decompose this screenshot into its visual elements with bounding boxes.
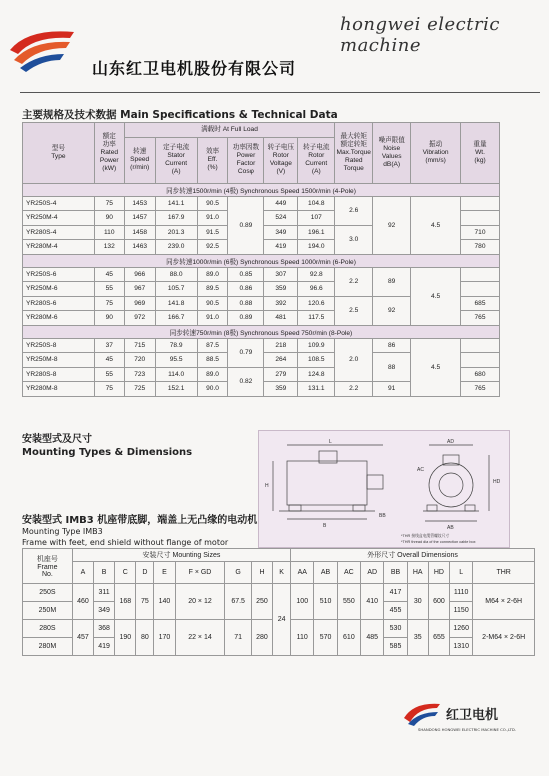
col-d: D [136, 562, 154, 584]
table-cell: 1453 [124, 196, 155, 211]
imb3-title-en2: Frame with feet, end shield without flange of motor [22, 538, 229, 547]
table-cell: 530 [384, 620, 407, 638]
table-cell: 91 [373, 382, 411, 397]
table-cell: 2.0 [335, 338, 373, 382]
table-cell: 141.8 [155, 296, 197, 311]
table-cell: 0.86 [228, 282, 264, 297]
table-cell: 966 [124, 267, 155, 282]
table-cell: 同步转速1500r/min (4极) Synchronous Speed 1500r/min (4-Pole) [23, 183, 500, 196]
footer-brand-en: SHANDONG HONGWEI ELECTRIC MACHINE CO.,LTD. [418, 727, 517, 732]
table-cell: 765 [461, 382, 500, 397]
table-cell: 152.1 [155, 382, 197, 397]
table-cell: 715 [124, 338, 155, 353]
table-cell: 239.0 [155, 240, 197, 255]
mounting-title-cn: 安装型式及尺寸 [22, 434, 92, 445]
dimensions-table [22, 548, 535, 656]
table-cell: 104.8 [298, 196, 335, 211]
table-cell: 88.5 [197, 353, 228, 368]
table-cell: 967 [124, 282, 155, 297]
table-cell: 86 [373, 338, 411, 353]
table-cell: 88 [373, 353, 411, 382]
th-max-torque: 最大转矩 额定转矩 Max.Torque Rated Torque [335, 123, 373, 184]
table-cell: 117.5 [298, 311, 335, 326]
table-cell: 0.79 [228, 338, 264, 367]
motor-dimension-drawing [258, 430, 510, 548]
table-cell: 90.5 [197, 296, 228, 311]
svg-text:HD: HD [493, 479, 501, 485]
table-cell: 1310 [450, 638, 473, 656]
footer-brand: 红卫电机 [446, 708, 499, 723]
table-cell: 89.5 [197, 282, 228, 297]
table-cell: 100 [291, 584, 314, 620]
table-cell: 196.1 [298, 225, 335, 240]
table-cell: YR250S-4 [23, 196, 95, 211]
col-h: H [251, 562, 272, 584]
table-cell: 417 [384, 584, 407, 602]
th-current: 定子电流 Stator Current (A) [155, 137, 197, 183]
table-cell: YR280S-8 [23, 367, 95, 382]
table-cell: 250M [23, 602, 73, 620]
table-cell: 109.9 [298, 338, 335, 353]
table-cell: 280M [23, 638, 73, 656]
table-cell: 279 [264, 367, 298, 382]
table-cell: 37 [94, 338, 124, 353]
table-cell: 90.5 [197, 196, 228, 211]
thr-note-cn: *THR 接线盒电缆管螺纹尺寸 [401, 534, 450, 538]
table-cell: YR250S-8 [23, 338, 95, 353]
col-hd: HD [428, 562, 449, 584]
table-cell [461, 282, 500, 297]
table-cell: 91.0 [197, 311, 228, 326]
table-cell: 2.5 [335, 296, 373, 325]
col-e: E [154, 562, 175, 584]
footer-logo [400, 698, 530, 728]
col-ac: AC [337, 562, 360, 584]
table-cell: 同步转速1000r/min (6极) Synchronous Speed 1000r/min (6-Pole) [23, 254, 500, 267]
table-cell: YR280M-8 [23, 382, 95, 397]
table-cell: 105.7 [155, 282, 197, 297]
table-cell: 92.5 [197, 240, 228, 255]
mounting-title [22, 433, 192, 459]
table-cell: 359 [264, 282, 298, 297]
group-6pole [23, 254, 500, 267]
table-cell: 359 [264, 382, 298, 397]
table-cell: 190 [115, 620, 136, 656]
table-cell: 91.0 [197, 211, 228, 226]
table-cell: 107 [298, 211, 335, 226]
table-cell: 218 [264, 338, 298, 353]
table-cell: 75 [94, 196, 124, 211]
table-cell: 24 [273, 584, 291, 656]
th-vibration: 振动 Vibration (mm/s) [411, 123, 461, 184]
table-cell: 0.85 [228, 267, 264, 282]
table-cell: 3.0 [335, 225, 373, 254]
col-a: A [72, 562, 93, 584]
table-cell: 1463 [124, 240, 155, 255]
spec-table [22, 122, 500, 397]
table-cell: 457 [72, 620, 93, 656]
spec-title: 主要规格及技术数据 Main Specifications & Technical Data [22, 109, 338, 121]
table-cell: YR250S-6 [23, 267, 95, 282]
table-cell: 765 [461, 311, 500, 326]
group-4pole [23, 183, 500, 196]
table-cell: 524 [264, 211, 298, 226]
svg-text:AB: AB [447, 525, 454, 531]
table-cell: 92 [373, 296, 411, 325]
table-cell: 168 [115, 584, 136, 620]
table-cell: 88.0 [155, 267, 197, 282]
table-cell: 780 [461, 240, 500, 255]
table-cell: 368 [94, 620, 115, 638]
table-cell: 1458 [124, 225, 155, 240]
table-cell: 311 [94, 584, 115, 602]
col-b: B [94, 562, 115, 584]
table-cell: 35 [407, 620, 428, 656]
table-cell: 140 [154, 584, 175, 620]
table-cell: 114.0 [155, 367, 197, 382]
svg-text:AC: AC [417, 467, 424, 473]
col-bb: BB [384, 562, 407, 584]
table-cell: 2.6 [335, 196, 373, 225]
table-cell: 680 [461, 367, 500, 382]
svg-text:L: L [329, 439, 332, 445]
col-c: C [115, 562, 136, 584]
col-thr: THR [473, 562, 535, 584]
table-cell: 194.0 [298, 240, 335, 255]
table-cell: 280S [23, 620, 73, 638]
table-cell: M64 × 2-6H [473, 584, 535, 620]
svg-text:B: B [323, 523, 327, 529]
table-cell: 349 [94, 602, 115, 620]
table-cell: 92.8 [298, 267, 335, 282]
table-cell: 75 [94, 382, 124, 397]
table-cell: YR280S-6 [23, 296, 95, 311]
table-cell: 89.0 [197, 267, 228, 282]
col-ha: HA [407, 562, 428, 584]
col-ad: AD [361, 562, 384, 584]
table-cell: 449 [264, 196, 298, 211]
table-cell: 419 [264, 240, 298, 255]
table-cell: 45 [94, 353, 124, 368]
table-row [23, 196, 500, 211]
table-cell: 55 [94, 282, 124, 297]
mounting-title-en: Mounting Types & Dimensions [22, 447, 193, 458]
table-cell: 141.1 [155, 196, 197, 211]
table-cell: 同步转速750r/min (8极) Synchronous Speed 750r/min (8-Pole) [23, 325, 500, 338]
table-cell: YR280M-4 [23, 240, 95, 255]
table-cell: 4.5 [411, 338, 461, 396]
table-cell: 22 × 14 [175, 620, 225, 656]
col-k: K [273, 562, 291, 584]
table-cell: YR250M-8 [23, 353, 95, 368]
table-cell: 1110 [450, 584, 473, 602]
table-cell: 1150 [450, 602, 473, 620]
table-cell: YR250M-4 [23, 211, 95, 226]
table-cell: 2-M64 × 2-6H [473, 620, 535, 656]
svg-text:BB: BB [379, 513, 386, 519]
col-ab: AB [314, 562, 337, 584]
th-rotor-v: 转子电压 Rotor Voltage (V) [264, 137, 298, 183]
table-cell: 600 [428, 584, 449, 620]
table-cell: 0.88 [228, 296, 264, 311]
table-row [23, 267, 500, 282]
table-cell: 20 × 12 [175, 584, 225, 620]
table-cell: 723 [124, 367, 155, 382]
th-rotor-a: 转子电流 Rotor Current (A) [298, 137, 335, 183]
table-cell: 92 [373, 196, 411, 254]
table-cell: 250 [251, 584, 272, 620]
thr-note: *THR thread dia of the connection cable box [401, 540, 476, 544]
table-cell [461, 211, 500, 226]
table-cell [461, 338, 500, 353]
table-cell: 55 [94, 367, 124, 382]
table-cell: 720 [124, 353, 155, 368]
imb3-title-en1: Mounting Type IMB3 [22, 527, 103, 536]
table-cell: 131.1 [298, 382, 335, 397]
table-cell: 124.8 [298, 367, 335, 382]
table-cell: 392 [264, 296, 298, 311]
col-g: G [225, 562, 252, 584]
table-cell: 250S [23, 584, 73, 602]
col-l: L [450, 562, 473, 584]
table-cell: 972 [124, 311, 155, 326]
th-overall-dims: 外形尺寸 Overall Dimensions [291, 549, 535, 562]
th-noise: 噪声限值 Noise Values dB(A) [373, 123, 411, 184]
table-cell: 4.5 [411, 196, 461, 254]
table-cell: 67.5 [225, 584, 252, 620]
group-8pole [23, 325, 500, 338]
company-logo [8, 24, 78, 74]
table-cell: 167.9 [155, 211, 197, 226]
table-cell: YR280S-4 [23, 225, 95, 240]
th-frame: 机座号 Frame No. [23, 549, 73, 584]
th-speed: 转速 Speed (r/min) [124, 137, 155, 183]
table-cell: 969 [124, 296, 155, 311]
table-cell: 410 [361, 584, 384, 620]
company-name: 山东红卫电机股份有限公司 [92, 59, 297, 78]
table-cell [461, 267, 500, 282]
table-cell: 460 [72, 584, 93, 620]
table-cell: 30 [407, 584, 428, 620]
table-cell: 90 [94, 311, 124, 326]
table-cell: 585 [384, 638, 407, 656]
table-cell: 710 [461, 225, 500, 240]
table-cell: 87.5 [197, 338, 228, 353]
table-cell: 166.7 [155, 311, 197, 326]
table-cell: 264 [264, 353, 298, 368]
table-cell: 108.5 [298, 353, 335, 368]
table-cell: 1457 [124, 211, 155, 226]
table-cell: 89.0 [197, 367, 228, 382]
th-weight: 重量 Wt. (kg) [461, 123, 500, 184]
table-cell: 2.2 [335, 382, 373, 397]
table-cell: 110 [291, 620, 314, 656]
th-mounting-sizes: 安装尺寸 Mounting Sizes [72, 549, 290, 562]
th-type: 型号 Type [23, 123, 95, 184]
table-cell: 170 [154, 620, 175, 656]
table-cell: 110 [94, 225, 124, 240]
table-cell: 71 [225, 620, 252, 656]
table-row [23, 584, 535, 602]
table-cell: 201.3 [155, 225, 197, 240]
th-eff: 效率 Eff. (%) [197, 137, 228, 183]
script-title: hongwei electric machine [340, 14, 500, 56]
table-cell: 570 [314, 620, 337, 656]
table-cell: 120.6 [298, 296, 335, 311]
table-cell: 78.9 [155, 338, 197, 353]
table-cell: 90.0 [197, 382, 228, 397]
table-row [23, 338, 500, 353]
th-pf: 功率因数 Power Factor Cosφ [228, 137, 264, 183]
table-cell: YR250M-6 [23, 282, 95, 297]
table-cell: 610 [337, 620, 360, 656]
table-cell: 510 [314, 584, 337, 620]
table-cell [461, 353, 500, 368]
col-fgd: F × GD [175, 562, 225, 584]
table-cell: 307 [264, 267, 298, 282]
table-cell: 419 [94, 638, 115, 656]
table-cell: 45 [94, 267, 124, 282]
table-cell: 75 [94, 296, 124, 311]
table-cell: 2.2 [335, 267, 373, 296]
table-cell: 725 [124, 382, 155, 397]
imb3-title-cn: 安装型式 IMB3 机座带底脚，端盖上无凸缘的电动机 [22, 515, 258, 526]
svg-text:AD: AD [447, 439, 454, 445]
table-cell: 132 [94, 240, 124, 255]
table-cell: 349 [264, 225, 298, 240]
table-cell: 91.5 [197, 225, 228, 240]
imb3-title [22, 515, 257, 548]
table-cell: 481 [264, 311, 298, 326]
table-cell: 89 [373, 267, 411, 296]
table-cell: 0.89 [228, 196, 264, 254]
table-cell: 280 [251, 620, 272, 656]
table-cell: 75 [136, 584, 154, 620]
table-cell: 96.6 [298, 282, 335, 297]
table-cell: 0.89 [228, 311, 264, 326]
th-power: 额定 功率 Rated Power (kW) [94, 123, 124, 184]
table-cell: 80 [136, 620, 154, 656]
table-cell [461, 196, 500, 211]
table-cell: 655 [428, 620, 449, 656]
table-cell: 685 [461, 296, 500, 311]
table-cell: YR280M-6 [23, 311, 95, 326]
table-cell: 0.82 [228, 367, 264, 396]
table-cell: 95.5 [155, 353, 197, 368]
table-cell: 550 [337, 584, 360, 620]
table-cell: 455 [384, 602, 407, 620]
col-aa: AA [291, 562, 314, 584]
table-cell: 485 [361, 620, 384, 656]
table-cell: 1260 [450, 620, 473, 638]
table-cell: 4.5 [411, 267, 461, 325]
th-full-load: 满载时 At Full Load [124, 123, 335, 138]
table-cell: 90 [94, 211, 124, 226]
svg-text:H: H [265, 483, 269, 489]
header-rule [20, 92, 540, 93]
